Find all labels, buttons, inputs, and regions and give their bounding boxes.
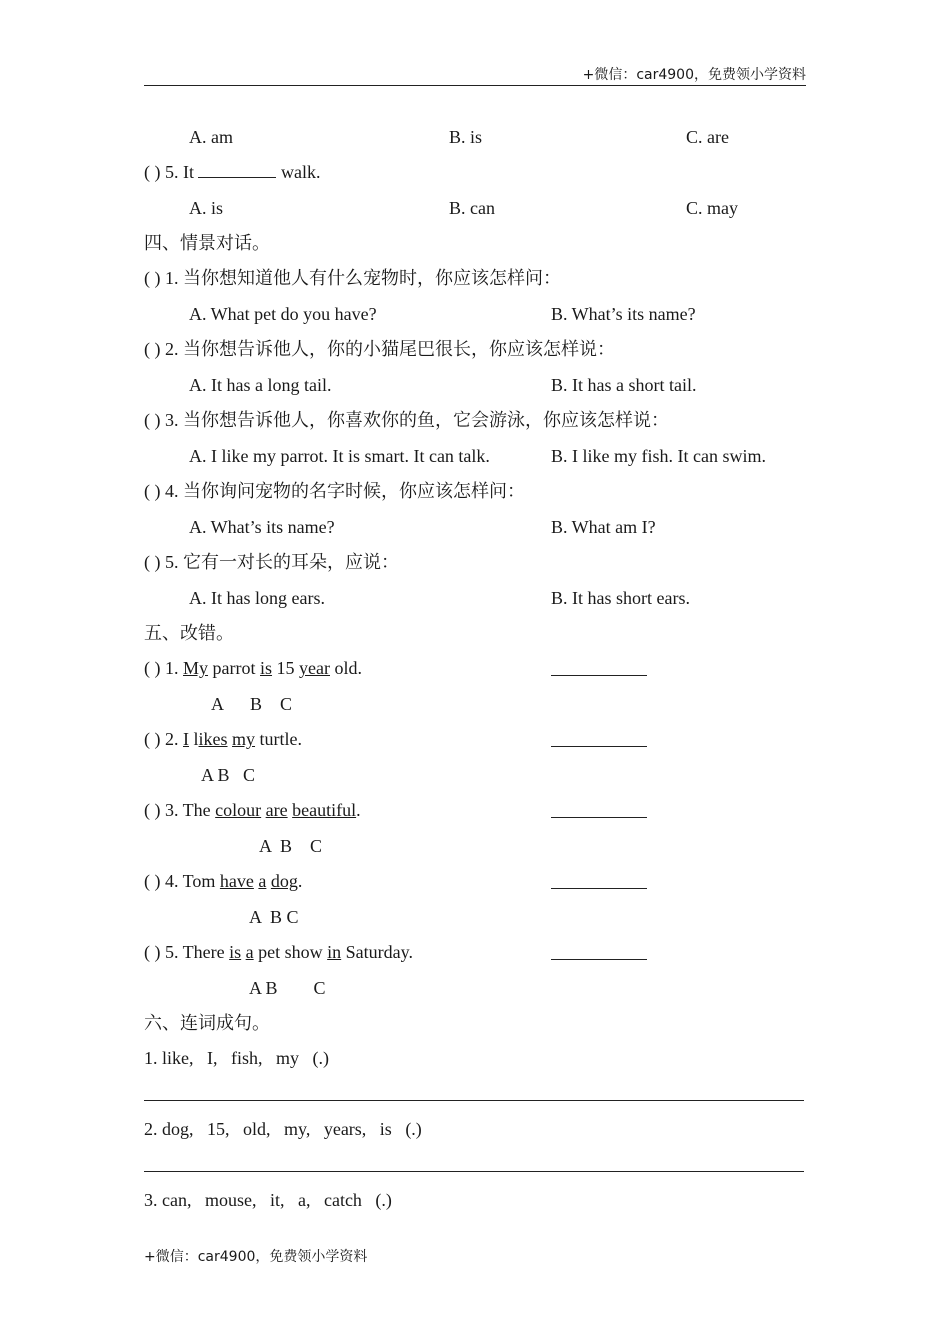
sec5-q1-word-c: year (299, 658, 330, 678)
header-rule (144, 85, 806, 86)
section-6-title: 六、连词成句。 (144, 1013, 270, 1033)
q4-option-a: A. am (189, 127, 233, 147)
sec5-q5-prefix: ( ) 5. There (144, 942, 230, 962)
sec4-q4: ( ) 4. 当你询问宠物的名字时候，你应该怎样问： (144, 481, 525, 501)
sec5-q4-word-a: have (219, 871, 254, 891)
sec5-q5-answer-line[interactable] (551, 959, 647, 960)
sec5-q3-answer-line[interactable] (551, 817, 647, 818)
sec5-q2 (144, 728, 302, 750)
sec4-q4-option-b: B. What am I? (551, 517, 656, 537)
q5-after: walk. (280, 162, 321, 182)
sec5-q2-letters: A B C (201, 765, 256, 785)
sec5-q2-word-c: my (232, 729, 256, 749)
sec5-q5-mid2: pet show (253, 942, 328, 962)
sec6-q1: 1. like, I, fish, my (.) (144, 1048, 329, 1068)
sec5-q3-letters: A B C (259, 836, 323, 856)
sec5-q5-suffix: Saturday. (341, 942, 413, 962)
sec5-q1-word-a: My (183, 658, 209, 678)
sec4-q1-option-b: B. What’s its name? (551, 304, 696, 324)
section-5-title: 五、改错。 (144, 623, 234, 643)
sec4-q3-option-a: A. I like my parrot. It is smart. It can talk. (189, 446, 490, 466)
sec5-q1-answer-line[interactable] (551, 675, 647, 676)
sec5-q1-word-b: is (260, 658, 273, 678)
q5-number: ( ) 5. It (144, 162, 194, 182)
sec5-q5-letters: A B C (249, 978, 326, 998)
sec4-q1: ( ) 1. 当你想知道他人有什么宠物时，你应该怎样问： (144, 268, 561, 288)
sec4-q5-option-b: B. It has short ears. (551, 588, 690, 608)
sec5-q1-suffix: old. (330, 658, 363, 678)
q5-option-b: B. can (449, 198, 495, 218)
sec5-q2-prefix: ( ) 2. (144, 729, 183, 749)
sec5-q1-prefix: ( ) 1. (144, 658, 183, 678)
sec4-q4-option-a: A. What’s its name? (189, 517, 335, 537)
q4-option-b: B. is (449, 127, 483, 147)
q4-option-c: C. are (686, 127, 729, 147)
q5-line (144, 161, 320, 183)
sec4-q3-option-b: B. I like my fish. It can swim. (551, 446, 766, 466)
sec4-q3: ( ) 3. 当你想告诉他人，你喜欢你的鱼，它会游泳，你应该怎样说： (144, 410, 669, 430)
sec5-q1-mid1: parrot (208, 658, 260, 678)
section-4-title: 四、情景对话。 (144, 233, 270, 253)
sec5-q3-prefix: ( ) 3. The (144, 800, 216, 820)
q5-blank[interactable] (198, 176, 276, 178)
sec4-q5-option-a: A. It has long ears. (189, 588, 325, 608)
sec5-q2-suffix: turtle. (255, 729, 303, 749)
sec6-q2: 2. dog, 15, old, my, years, is (.) (144, 1119, 422, 1139)
sec5-q2-word-a: I (183, 729, 189, 749)
sec5-q4-letters: A B C (249, 907, 299, 927)
sec5-q3-word-a: colour (215, 800, 262, 820)
sec5-q1 (144, 657, 362, 679)
sec5-q4-answer-line[interactable] (551, 888, 647, 889)
sec5-q1-mid2: 15 (272, 658, 300, 678)
sec5-q5-word-c: in (327, 942, 342, 962)
sec6-q3: 3. can, mouse, it, a, catch (.) (144, 1190, 392, 1210)
sec5-q3 (144, 799, 361, 821)
sec5-q5-word-b: a (245, 942, 254, 962)
sec5-q3-word-c: beautiful (292, 800, 357, 820)
sec6-q1-answer-line[interactable] (144, 1100, 804, 1101)
page-footer: +微信：car4900，免费领小学资料 (144, 1249, 368, 1265)
sec4-q2-option-b: B. It has a short tail. (551, 375, 697, 395)
sec5-q4-suffix: . (297, 871, 303, 891)
sec5-q5 (144, 941, 413, 963)
sec5-q2-answer-line[interactable] (551, 746, 647, 747)
q5-option-a: A. is (189, 198, 224, 218)
sec5-q3-suffix: . (356, 800, 361, 820)
page-header: +微信：car4900，免费领小学资料 (582, 67, 806, 83)
sec4-q2-option-a: A. It has a long tail. (189, 375, 332, 395)
sec5-q4-word-c: dog (270, 871, 298, 891)
sec4-q5: ( ) 5. 它有一对长的耳朵，应说： (144, 552, 399, 572)
sec5-q4 (144, 870, 302, 892)
sec5-q4-word-b: a (258, 871, 267, 891)
q5-option-c: C. may (686, 198, 738, 218)
sec5-q5-word-a: is (229, 942, 242, 962)
sec6-q2-answer-line[interactable] (144, 1171, 804, 1172)
sec5-q4-prefix: ( ) 4. Tom (144, 871, 220, 891)
sec5-q3-word-b: are (265, 800, 288, 820)
sec4-q2: ( ) 2. 当你想告诉他人，你的小猫尾巴很长，你应该怎样说： (144, 339, 615, 359)
sec5-q2-mid1: l (189, 729, 199, 749)
sec5-q2-word-b: ikes (198, 729, 228, 749)
sec5-q1-letters: A B C (211, 694, 293, 714)
sec4-q1-option-a: A. What pet do you have? (189, 304, 377, 324)
